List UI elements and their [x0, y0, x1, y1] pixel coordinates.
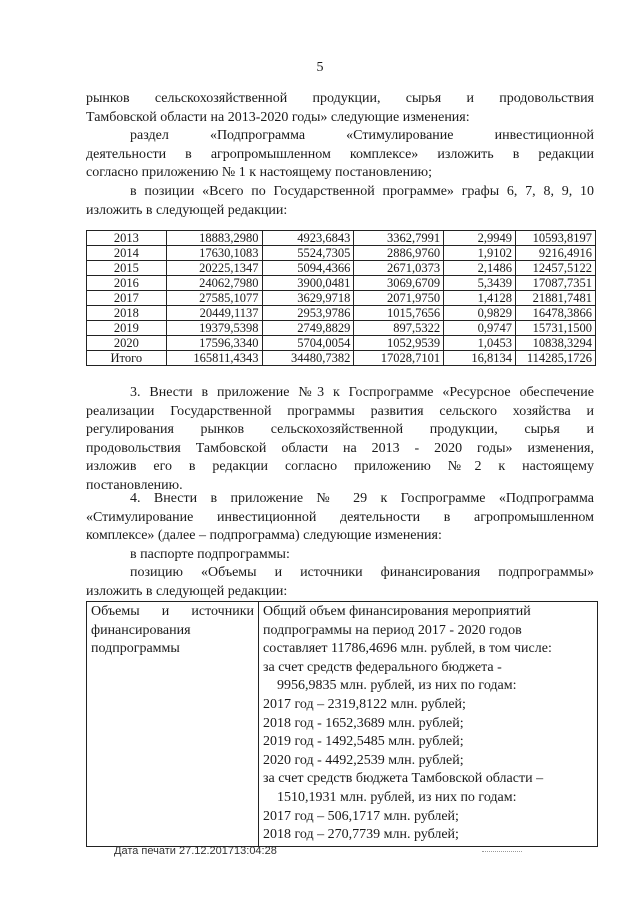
table-cell: 2071,9750 [354, 291, 444, 306]
text-line: комплексе» (далее – подпрограмма) следующие изменения: [86, 528, 442, 544]
label-line: финансирования [91, 622, 191, 638]
passport-value-cell [259, 602, 598, 847]
table-cell: 18883,2980 [166, 231, 262, 246]
table-cell: 1052,9539 [354, 336, 444, 351]
page-number: 5 [316, 60, 324, 75]
year-cell: 2014 [87, 246, 167, 261]
year-cell: 2019 [87, 321, 167, 336]
value-line: 2019 год - 1492,5485 млн. рублей; [263, 734, 464, 750]
text-line: позицию «Объемы и источники финансирования подпрограммы» [130, 565, 594, 580]
text-line: регулирования рынков сельскохозяйственной продукции, сырья и [86, 422, 594, 438]
table-total-row [87, 351, 596, 366]
table-row [87, 246, 596, 261]
year-cell: 2018 [87, 306, 167, 321]
table-cell: 4923,6843 [262, 231, 354, 246]
print-date: Дата печати 27.12.201713:04:28 [114, 845, 277, 857]
table-row [87, 602, 598, 847]
table-cell: 5704,0054 [262, 336, 354, 351]
text-line: постановлению. [86, 477, 183, 493]
intro-paragraph [86, 90, 594, 127]
table-cell: 2671,0373 [354, 261, 444, 276]
table-row [87, 306, 596, 321]
table-cell: 2,1486 [444, 261, 516, 276]
text-line: изложив его в редакции согласно приложению №2 к настоящему [86, 459, 594, 475]
table-row [87, 321, 596, 336]
table-cell: 0,9829 [444, 306, 516, 321]
table-cell: 17596,3340 [166, 336, 262, 351]
table-row [87, 261, 596, 276]
table-cell: 34480,7382 [262, 351, 354, 366]
position-paragraph [86, 183, 594, 220]
value-line: 2017 год – 506,1717 млн. рублей; [263, 808, 459, 824]
position-2-paragraph [86, 564, 594, 601]
text-line: продовольствия Тамбовской области на 2013 - 2020 годы» изменения, [86, 440, 594, 456]
table-cell: 2749,8829 [262, 321, 354, 336]
table-cell: 165811,4343 [166, 351, 262, 366]
table-row [87, 336, 596, 351]
table-cell: 9216,4916 [516, 246, 596, 261]
table-cell: 24062,7980 [166, 276, 262, 291]
text-line: раздел «Подпрограмма «Стимулирование инвестиционной [130, 128, 594, 143]
table-cell: 17087,7351 [516, 276, 596, 291]
year-cell: 2017 [87, 291, 167, 306]
year-cell: 2016 [87, 276, 167, 291]
table-cell: 17630,1083 [166, 246, 262, 261]
table-cell: 21881,7481 [516, 291, 596, 306]
table-cell: 12457,5122 [516, 261, 596, 276]
table-cell: 5524,7305 [262, 246, 354, 261]
text-line: согласно приложению № 1 к настоящему постановлению; [86, 165, 432, 181]
value-line: 1510,1931 млн. рублей, из них по годам: [277, 789, 517, 805]
table-cell: 10838,3294 [516, 336, 596, 351]
text-line: «Стимулирование инвестиционной деятельности в агропромышленном [86, 509, 594, 525]
text-line: 4. Внести в приложение № 29 к Госпрограмме «Подпрограмма [130, 491, 594, 506]
table-cell: 3069,6709 [354, 276, 444, 291]
passport-table [86, 601, 598, 847]
passport-paragraph [86, 546, 594, 565]
label-line: подпрограммы [91, 641, 180, 657]
total-label-cell: Итого [87, 351, 167, 366]
value-line: 2017 год – 2319,8122 млн. рублей; [263, 696, 466, 712]
table-cell: 2953,9786 [262, 306, 354, 321]
passport-label-cell [87, 602, 259, 847]
table-cell: 20225,1347 [166, 261, 262, 276]
text-line: в паспорте подпрограммы: [130, 547, 290, 562]
value-line: подпрограммы на период 2017 - 2020 годов [263, 622, 522, 638]
table-cell: 3362,7991 [354, 231, 444, 246]
table-cell: 27585,1077 [166, 291, 262, 306]
table-cell: 0,9747 [444, 321, 516, 336]
table-cell: 2886,9760 [354, 246, 444, 261]
value-line: 9956,9835 млн. рублей, из них по годам: [277, 678, 517, 694]
table-cell: 3900,0481 [262, 276, 354, 291]
scan-artifact [482, 851, 522, 854]
table-cell: 10593,8197 [516, 231, 596, 246]
table-cell: 5094,4366 [262, 261, 354, 276]
table-row [87, 291, 596, 306]
table-cell: 1,9102 [444, 246, 516, 261]
item-3-paragraph [86, 384, 594, 496]
table-cell: 16478,3866 [516, 306, 596, 321]
value-line: 2020 год - 4492,2539 млн. рублей; [263, 752, 464, 768]
year-cell: 2015 [87, 261, 167, 276]
value-line: за счет средств федерального бюджета - [263, 659, 502, 675]
text-line: реализации Государственной программы развития сельского хозяйства и [86, 403, 594, 419]
value-line: Общий объем финансирования мероприятий [263, 604, 531, 619]
table-cell: 5,3439 [444, 276, 516, 291]
table-cell: 1015,7656 [354, 306, 444, 321]
finance-table [86, 230, 596, 366]
value-line: 2018 год – 270,7739 млн. рублей; [263, 827, 459, 843]
year-cell: 2020 [87, 336, 167, 351]
year-cell: 2013 [87, 231, 167, 246]
text-line: рынков сельскохозяйственной продукции, сырья и продовольствия [86, 91, 594, 106]
table-cell: 114285,1726 [516, 351, 596, 366]
table-cell: 19379,5398 [166, 321, 262, 336]
item-4-paragraph [86, 490, 594, 546]
text-line: Тамбовской области на 2013-2020 годы» следующие изменения: [86, 109, 470, 125]
table-cell: 2,9949 [444, 231, 516, 246]
table-cell: 3629,9718 [262, 291, 354, 306]
table-cell: 17028,7101 [354, 351, 444, 366]
table-cell: 16,8134 [444, 351, 516, 366]
text-line: 3. Внести в приложение №3 к Госпрограмме «Ресурсное обеспечение [130, 385, 594, 400]
label-line: Объемы и источники [91, 604, 254, 619]
section-paragraph [86, 127, 594, 183]
table-row [87, 276, 596, 291]
table-row [87, 231, 596, 246]
value-line: 2018 год - 1652,3689 млн. рублей; [263, 715, 464, 731]
table-cell: 897,5322 [354, 321, 444, 336]
table-cell: 1,0453 [444, 336, 516, 351]
text-line: деятельности в агропромышленном комплексе» изложить в редакции [86, 146, 594, 162]
text-line: изложить в следующей редакции: [86, 202, 288, 218]
value-line: составляет 11786,4696 млн. рублей, в том числе: [263, 641, 552, 657]
value-line: за счет средств бюджета Тамбовской области – [263, 771, 544, 787]
text-line: изложить в следующей редакции: [86, 583, 288, 599]
table-cell: 20449,1137 [166, 306, 262, 321]
text-line: в позиции «Всего по Государственной программе» графы 6, 7, 8, 9, 10 [130, 184, 594, 199]
table-cell: 1,4128 [444, 291, 516, 306]
table-cell: 15731,1500 [516, 321, 596, 336]
